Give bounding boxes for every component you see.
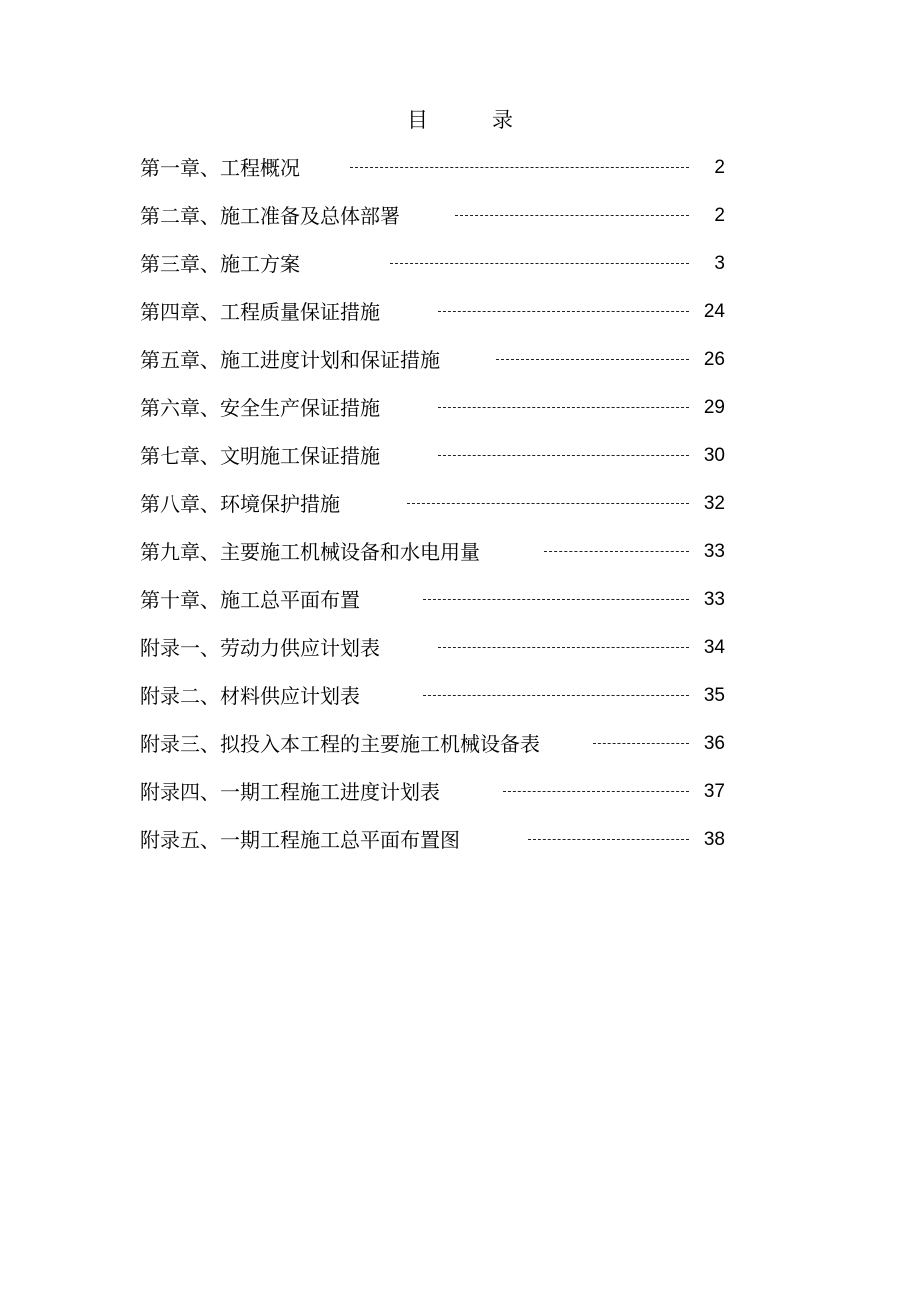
toc-entry[interactable] [140,582,725,630]
toc-entry[interactable] [140,150,725,198]
toc-entry-page-number: 30 [703,445,725,466]
toc-leader-dots [438,647,689,648]
toc-entry[interactable] [140,678,725,726]
toc-entry-page-number: 33 [703,589,725,610]
toc-entry[interactable] [140,438,725,486]
toc-entry-page-number: 36 [703,733,725,754]
toc-entry-label: 第八章、环境保护措施 [140,492,340,516]
toc-entry-page-number: 38 [703,829,725,850]
toc-title-char-2: 录 [492,108,513,132]
toc-list [140,150,725,870]
toc-leader-dots [390,263,689,264]
toc-entry[interactable] [140,246,725,294]
toc-entry-page-number: 2 [714,157,725,178]
toc-entry-page-number: 37 [703,781,725,802]
toc-entry-page-number: 35 [703,685,725,706]
toc-entry-page-number: 34 [703,637,725,658]
toc-leader-dots [528,839,689,840]
toc-entry-label: 附录一、劳动力供应计划表 [140,636,380,660]
toc-entry[interactable] [140,774,725,822]
toc-entry[interactable] [140,726,725,774]
toc-leader-dots [438,311,689,312]
toc-entry-label: 附录五、一期工程施工总平面布置图 [140,828,460,852]
toc-entry[interactable] [140,534,725,582]
toc-entry[interactable] [140,294,725,342]
toc-entry-page-number: 33 [703,541,725,562]
toc-leader-dots [496,359,689,360]
toc-leader-dots [350,167,689,168]
toc-entry-label: 第四章、工程质量保证措施 [140,300,380,324]
toc-leader-dots [438,455,689,456]
toc-entry[interactable] [140,486,725,534]
toc-entry-label: 第一章、工程概况 [140,156,300,180]
toc-title-char-1: 目 [407,108,428,132]
toc-entry-page-number: 26 [703,349,725,370]
toc-entry[interactable] [140,630,725,678]
toc-leader-dots [407,503,689,504]
toc-leader-dots [455,215,689,216]
toc-entry-label: 附录四、一期工程施工进度计划表 [140,780,440,804]
toc-entry-page-number: 2 [714,205,725,226]
toc-leader-dots [544,551,689,552]
toc-leader-dots [423,695,689,696]
toc-leader-dots [593,743,689,744]
toc-entry-label: 第二章、施工准备及总体部署 [140,204,400,228]
toc-entry-label: 第十章、施工总平面布置 [140,588,360,612]
toc-leader-dots [503,791,689,792]
toc-entry-page-number: 3 [714,253,725,274]
toc-entry-label: 附录二、材料供应计划表 [140,684,360,708]
toc-entry-label: 第六章、安全生产保证措施 [140,396,380,420]
toc-entry[interactable] [140,390,725,438]
toc-leader-dots [423,599,689,600]
toc-entry-page-number: 29 [703,397,725,418]
toc-entry-page-number: 32 [703,493,725,514]
toc-title [0,106,920,134]
toc-entry[interactable] [140,342,725,390]
toc-entry-label: 第五章、施工进度计划和保证措施 [140,348,440,372]
toc-leader-dots [438,407,689,408]
toc-entry-label: 第七章、文明施工保证措施 [140,444,380,468]
toc-entry-label: 第三章、施工方案 [140,252,300,276]
toc-entry[interactable] [140,198,725,246]
toc-entry-label: 第九章、主要施工机械设备和水电用量 [140,540,480,564]
toc-entry-label: 附录三、拟投入本工程的主要施工机械设备表 [140,732,540,756]
toc-entry-page-number: 24 [703,301,725,322]
toc-entry[interactable] [140,822,725,870]
